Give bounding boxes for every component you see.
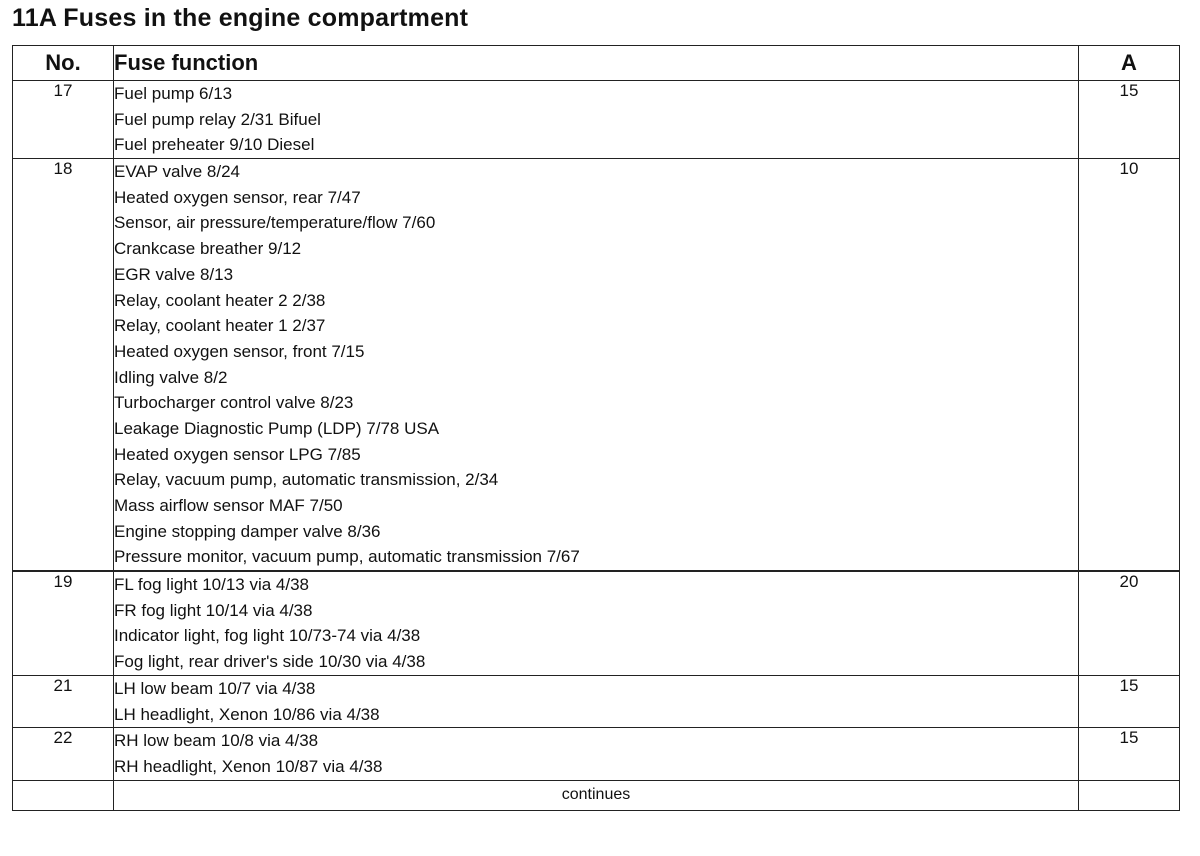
fuse-function-item: Engine stopping damper valve 8/36 — [114, 521, 381, 541]
fuse-function-item: RH headlight, Xenon 10/87 via 4/38 — [114, 756, 383, 776]
fuse-function-item: Mass airflow sensor MAF 7/50 — [114, 496, 343, 515]
fuse-function-list — [114, 675, 1079, 727]
fuse-function-item: Idling valve 8/2 — [114, 367, 228, 387]
footer-empty-right — [1079, 780, 1180, 810]
fuse-function-item: Leakage Diagnostic Pump (LDP) 7/78 USA — [114, 418, 440, 438]
header-fuse-function: Fuse function — [114, 46, 1079, 81]
fuse-function-item: Turbocharger control valve 8/23 — [114, 393, 354, 413]
fuse-number: 21 — [13, 675, 114, 727]
continues-label: continues — [114, 780, 1079, 810]
fuse-function-item: Relay, coolant heater 2 2/38 — [114, 290, 326, 310]
fuse-function-item: Fuel preheater 9/10 Diesel — [114, 135, 315, 155]
table-row — [13, 675, 1180, 727]
fuse-amperage: 20 — [1079, 571, 1180, 675]
fuse-amperage: 10 — [1079, 159, 1180, 572]
table-row — [13, 81, 1180, 159]
fuse-function-item: LH low beam 10/7 via 4/38 — [114, 678, 316, 698]
fuse-number: 17 — [13, 81, 114, 159]
table-header-row — [13, 46, 1180, 81]
table-row — [13, 728, 1180, 780]
fuse-function-list — [114, 81, 1079, 159]
fuse-function-list — [114, 159, 1079, 572]
fuse-function-item: Pressure monitor, vacuum pump, automatic transmission 7/67 — [114, 547, 580, 567]
table-row — [13, 571, 1180, 675]
fuse-function-item: EGR valve 8/13 — [114, 264, 234, 284]
fuse-number: 19 — [13, 571, 114, 675]
fuse-function-item: Fog light, rear driver's side 10/30 via 4/38 — [114, 652, 426, 672]
fuse-number: 22 — [13, 728, 114, 780]
fuse-function-item: Heated oxygen sensor LPG 7/85 — [114, 444, 361, 464]
header-amperage: A — [1079, 46, 1180, 81]
fuse-function-item: Relay, coolant heater 1 2/37 — [114, 316, 326, 336]
fuse-function-list — [114, 571, 1079, 675]
fuse-number: 18 — [13, 159, 114, 572]
table-row — [13, 159, 1180, 572]
fuse-function-item: FL fog light 10/13 via 4/38 — [114, 575, 310, 595]
fuse-function-item: LH headlight, Xenon 10/86 via 4/38 — [114, 704, 380, 724]
fuse-function-item: FR fog light 10/14 via 4/38 — [114, 600, 313, 620]
fuse-function-list — [114, 728, 1079, 780]
fuse-amperage: 15 — [1079, 675, 1180, 727]
fuse-function-item: Heated oxygen sensor, front 7/15 — [114, 341, 365, 361]
fuse-table-body — [13, 81, 1180, 781]
fuse-function-item: Indicator light, fog light 10/73-74 via 4/38 — [114, 626, 421, 646]
fuse-function-item: Relay, vacuum pump, automatic transmission, 2/34 — [114, 470, 499, 490]
fuse-function-item: Fuel pump relay 2/31 Bifuel — [114, 109, 321, 129]
header-no: No. — [13, 46, 114, 81]
fuse-function-item: Sensor, air pressure/temperature/flow 7/60 — [114, 213, 436, 233]
fuse-function-item: EVAP valve 8/24 — [114, 162, 241, 182]
fuse-table — [12, 45, 1180, 811]
fuse-function-item: Crankcase breather 9/12 — [114, 239, 302, 259]
fuse-function-item: Heated oxygen sensor, rear 7/47 — [114, 187, 361, 207]
fuse-amperage: 15 — [1079, 81, 1180, 159]
page-title: 11A Fuses in the engine compartment — [12, 4, 469, 32]
fuse-function-item: Fuel pump 6/13 — [114, 84, 233, 103]
footer-empty-left — [13, 780, 114, 810]
fuse-function-item: RH low beam 10/8 via 4/38 — [114, 731, 319, 751]
table-footer-row — [13, 780, 1180, 810]
fuse-amperage: 15 — [1079, 728, 1180, 780]
